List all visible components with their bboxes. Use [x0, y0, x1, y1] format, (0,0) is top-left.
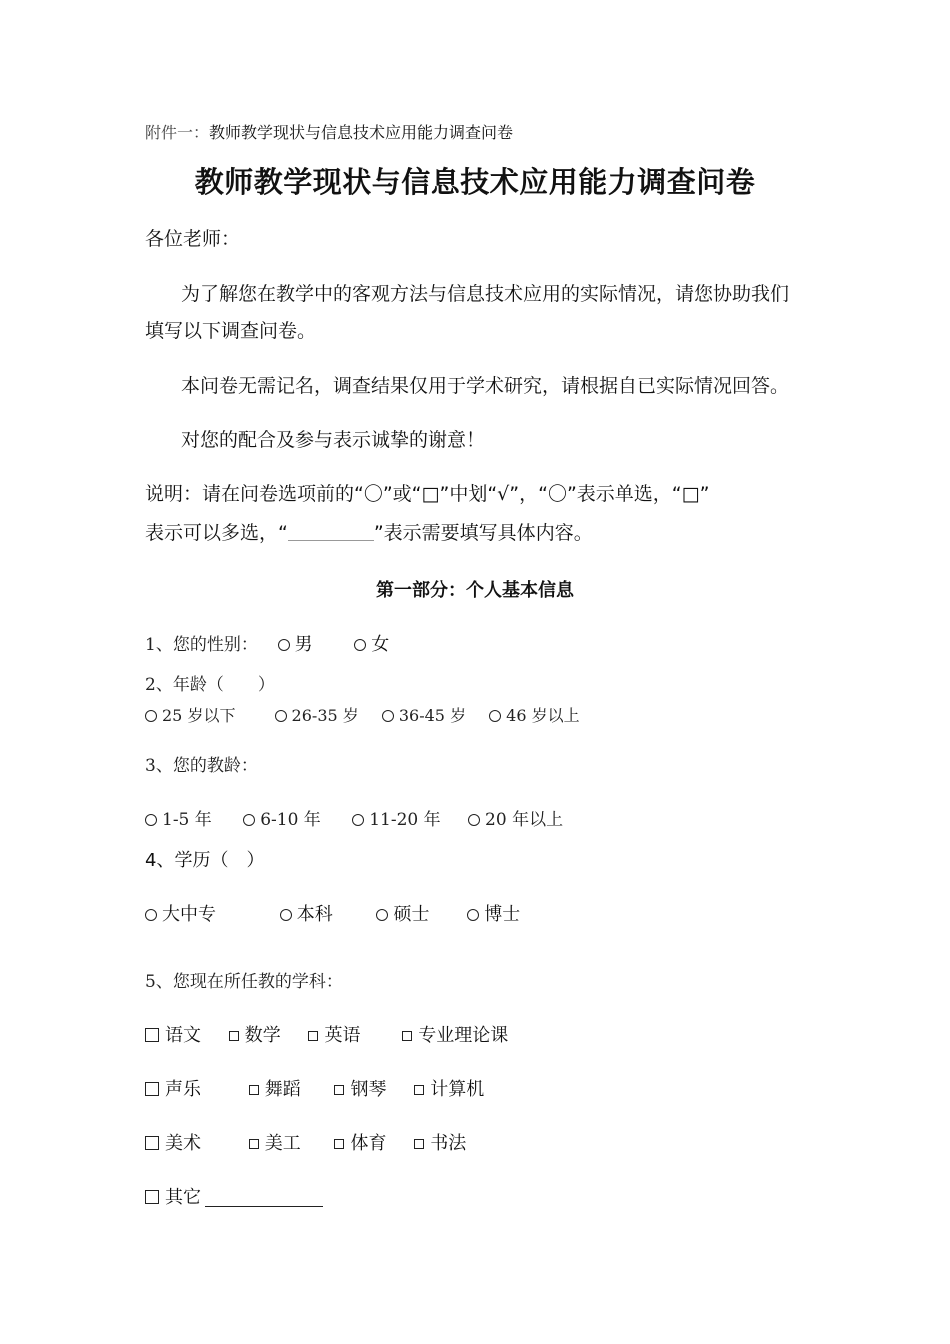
attachment-title: 教师教学现状与信息技术应用能力调查问卷 [209, 123, 514, 142]
option-other[interactable]: 其它 [145, 1183, 201, 1209]
checkbox-icon[interactable] [145, 1028, 159, 1042]
option-age-2[interactable]: 26-35 岁 [275, 703, 359, 726]
radio-circle-icon[interactable] [243, 814, 255, 826]
option-dance[interactable]: 舞蹈 [249, 1075, 301, 1101]
question-age-options [145, 703, 580, 726]
option-age-1[interactable]: 25 岁以下 [145, 703, 235, 726]
greeting: 各位老师： [145, 228, 241, 250]
radio-circle-icon[interactable] [352, 814, 364, 826]
radio-circle-icon[interactable] [382, 710, 394, 722]
option-edu-1[interactable]: 大中专 [145, 900, 216, 926]
question-subject-label: 5、您现在所任教的学科： [145, 972, 343, 992]
option-edu-2[interactable]: 本科 [280, 900, 333, 926]
checkbox-icon[interactable] [414, 1139, 424, 1149]
option-fine-art[interactable]: 美术 [145, 1129, 201, 1155]
fill-in-blank-sample [288, 524, 374, 541]
radio-circle-icon[interactable] [275, 710, 287, 722]
radio-circle-icon[interactable] [467, 909, 479, 921]
intro-paragraph-3: 对您的配合及参与表示诚挚的谢意！ [181, 429, 486, 451]
instruction-line-2a: 表示可以多选，“ [145, 522, 288, 544]
subject-row-1 [145, 1021, 508, 1047]
checkbox-icon[interactable] [334, 1139, 344, 1149]
question-education-options [145, 900, 520, 926]
page-title: 教师教学现状与信息技术应用能力调查问卷 [194, 165, 756, 199]
option-english[interactable]: 英语 [308, 1021, 360, 1047]
option-years-4[interactable]: 20 年以上 [468, 805, 563, 830]
subject-row-3 [145, 1129, 466, 1155]
option-vocal[interactable]: 声乐 [145, 1075, 201, 1101]
question-education-label: 4、学历（ ） [145, 850, 265, 871]
radio-circle-icon[interactable] [278, 639, 290, 651]
radio-circle-icon[interactable] [280, 909, 292, 921]
intro-paragraph-1-line-1: 为了解您在教学中的客观方法与信息技术应用的实际情况，请您协助我们 [181, 283, 790, 305]
intro-paragraph-1-line-2: 填写以下调查问卷。 [145, 320, 317, 342]
question-teaching-years-options [145, 805, 563, 830]
option-female[interactable]: 女 [354, 630, 389, 656]
checkbox-icon[interactable] [249, 1139, 259, 1149]
checkbox-icon[interactable] [229, 1031, 239, 1041]
question-gender [145, 630, 389, 656]
option-edu-3[interactable]: 硕士 [376, 900, 429, 926]
instruction-line-1: 说明：请在问卷选项前的“〇”或“□”中划“√”，“〇”表示单选，“□” [145, 483, 710, 505]
radio-circle-icon[interactable] [468, 814, 480, 826]
question-age-label: 2、年龄（ ） [145, 675, 275, 695]
checkbox-icon[interactable] [414, 1085, 424, 1095]
option-years-1[interactable]: 1-5 年 [145, 805, 212, 830]
option-calligraphy[interactable]: 书法 [414, 1129, 466, 1155]
radio-circle-icon[interactable] [489, 710, 501, 722]
option-edu-4[interactable]: 博士 [467, 900, 520, 926]
radio-circle-icon[interactable] [354, 639, 366, 651]
option-age-3[interactable]: 36-45 岁 [382, 703, 466, 726]
checkbox-icon[interactable] [334, 1085, 344, 1095]
subject-row-other [145, 1183, 323, 1209]
section-title: 第一部分：个人基本信息 [376, 580, 574, 601]
option-years-3[interactable]: 11-20 年 [352, 805, 440, 830]
checkbox-icon[interactable] [308, 1031, 318, 1041]
checkbox-icon[interactable] [249, 1085, 259, 1095]
option-piano[interactable]: 钢琴 [334, 1075, 386, 1101]
option-math[interactable]: 数学 [229, 1021, 281, 1047]
question-label: 1、您的性别： [145, 635, 258, 655]
question-teaching-years-label: 3、您的教龄： [145, 756, 258, 776]
radio-circle-icon[interactable] [145, 909, 157, 921]
attachment-prefix: 附件一： [145, 123, 210, 142]
checkbox-icon[interactable] [145, 1082, 159, 1096]
radio-circle-icon[interactable] [145, 814, 157, 826]
option-chinese[interactable]: 语文 [145, 1021, 201, 1047]
option-computer[interactable]: 计算机 [414, 1075, 484, 1101]
option-age-4[interactable]: 46 岁以上 [489, 703, 579, 726]
radio-circle-icon[interactable] [376, 909, 388, 921]
intro-paragraph-2: 本问卷无需记名，调查结果仅用于学术研究，请根据自已实际情况回答。 [181, 375, 790, 397]
option-male[interactable]: 男 [278, 630, 313, 656]
checkbox-icon[interactable] [402, 1031, 412, 1041]
option-theory[interactable]: 专业理论课 [402, 1021, 508, 1047]
radio-circle-icon[interactable] [145, 710, 157, 722]
instruction-line-2 [145, 514, 593, 552]
option-years-2[interactable]: 6-10 年 [243, 805, 321, 830]
option-art-craft[interactable]: 美工 [249, 1129, 301, 1155]
option-pe[interactable]: 体育 [334, 1129, 386, 1155]
attachment-line [145, 120, 513, 143]
subject-row-2 [145, 1075, 484, 1101]
instruction-line-2b: ”表示需要填写具体内容。 [373, 522, 593, 544]
checkbox-icon[interactable] [145, 1190, 159, 1204]
other-fill-in-field[interactable] [205, 1188, 323, 1207]
checkbox-icon[interactable] [145, 1136, 159, 1150]
